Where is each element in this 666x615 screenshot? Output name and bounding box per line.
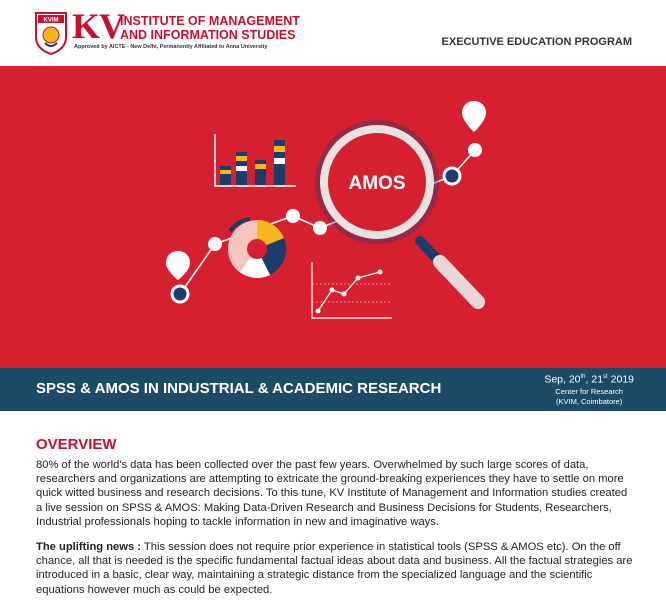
node-dot: [172, 286, 188, 302]
logo-text: KVIM: [43, 17, 59, 24]
event-info: [544, 371, 634, 407]
line-chart-icon: [312, 262, 392, 318]
kvim-logo[interactable]: [34, 11, 68, 60]
magnifier-icon: [315, 120, 478, 302]
overview-paragraph-1: 80% of the world's data has been collected over the past few years. Overwhelmed by such large scores of data, researchers and organizations are attempting to extricate the ground-breaking experiences they have to settle on more quick witted business and research decisions. To this tune, KV Institute of Management and Information studies created a live session on SPSS & AMOS: Making Data-Driven Research and Business Decisions for Students, Researchers, Industrial professionals hoping to tackle information in new and imaginative ways.: [36, 459, 628, 528]
brand-line-1: INSTITUTE OF MANAGEMENT: [120, 14, 300, 28]
date-year: 2019: [607, 373, 634, 386]
overview-paragraph-2: [36, 540, 636, 597]
date-sup-2: st: [603, 374, 608, 380]
map-pin-icon: [462, 101, 486, 132]
date-mid: , 21: [585, 373, 604, 386]
date-prefix: Sep, 20: [544, 373, 581, 386]
hero-banner: [0, 66, 666, 368]
magnifier-label: AMOS: [348, 173, 406, 194]
bar-chart-icon: [215, 134, 296, 186]
venue-line-1: Center for Research: [555, 386, 623, 396]
node-dot: [286, 209, 300, 223]
node-dot: [208, 237, 222, 251]
event-title: SPSS & AMOS IN INDUSTRIAL & ACADEMIC RESEARCH: [36, 380, 442, 397]
brand-subtitle: Approved by AICTE - New Delhi, Permanently Affiliated to Anna University: [74, 44, 268, 50]
node-dot: [468, 143, 482, 157]
program-label: EXECUTIVE EDUCATION PROGRAM: [441, 36, 632, 48]
uplifting-news-label: The uplifting news :: [36, 541, 142, 554]
venue-line-2: (KVIM, Coimbatore): [556, 396, 623, 406]
brand-line-2: AND INFORMATION STUDIES: [120, 28, 296, 42]
date-sup-1: th: [580, 374, 586, 380]
node-dot: [444, 168, 460, 184]
event-title-band: [0, 368, 666, 411]
header: [0, 0, 666, 66]
map-pin-icon: [166, 251, 190, 280]
overview-section: [36, 436, 636, 608]
event-date: [544, 371, 634, 387]
brand-kv: KV: [72, 6, 124, 46]
overview-heading: OVERVIEW: [36, 436, 117, 453]
uplifting-news-text: This session does not require prior experience in statistical tools (SPSS & AMOS etc). On the off chance, all that is needed is the specific fundamental factual ideas about data and business. All the factual strategies are introduced in a basic, clear way, maintaining a strategic distance from the specialized language and the scientific equations however much as could be expected.: [36, 541, 633, 596]
brand-name: [120, 14, 300, 42]
pie-chart-icon: [228, 219, 286, 278]
node-dot: [313, 221, 327, 235]
bar-chart-bars: [220, 140, 285, 185]
hero-illustration: [0, 66, 666, 368]
